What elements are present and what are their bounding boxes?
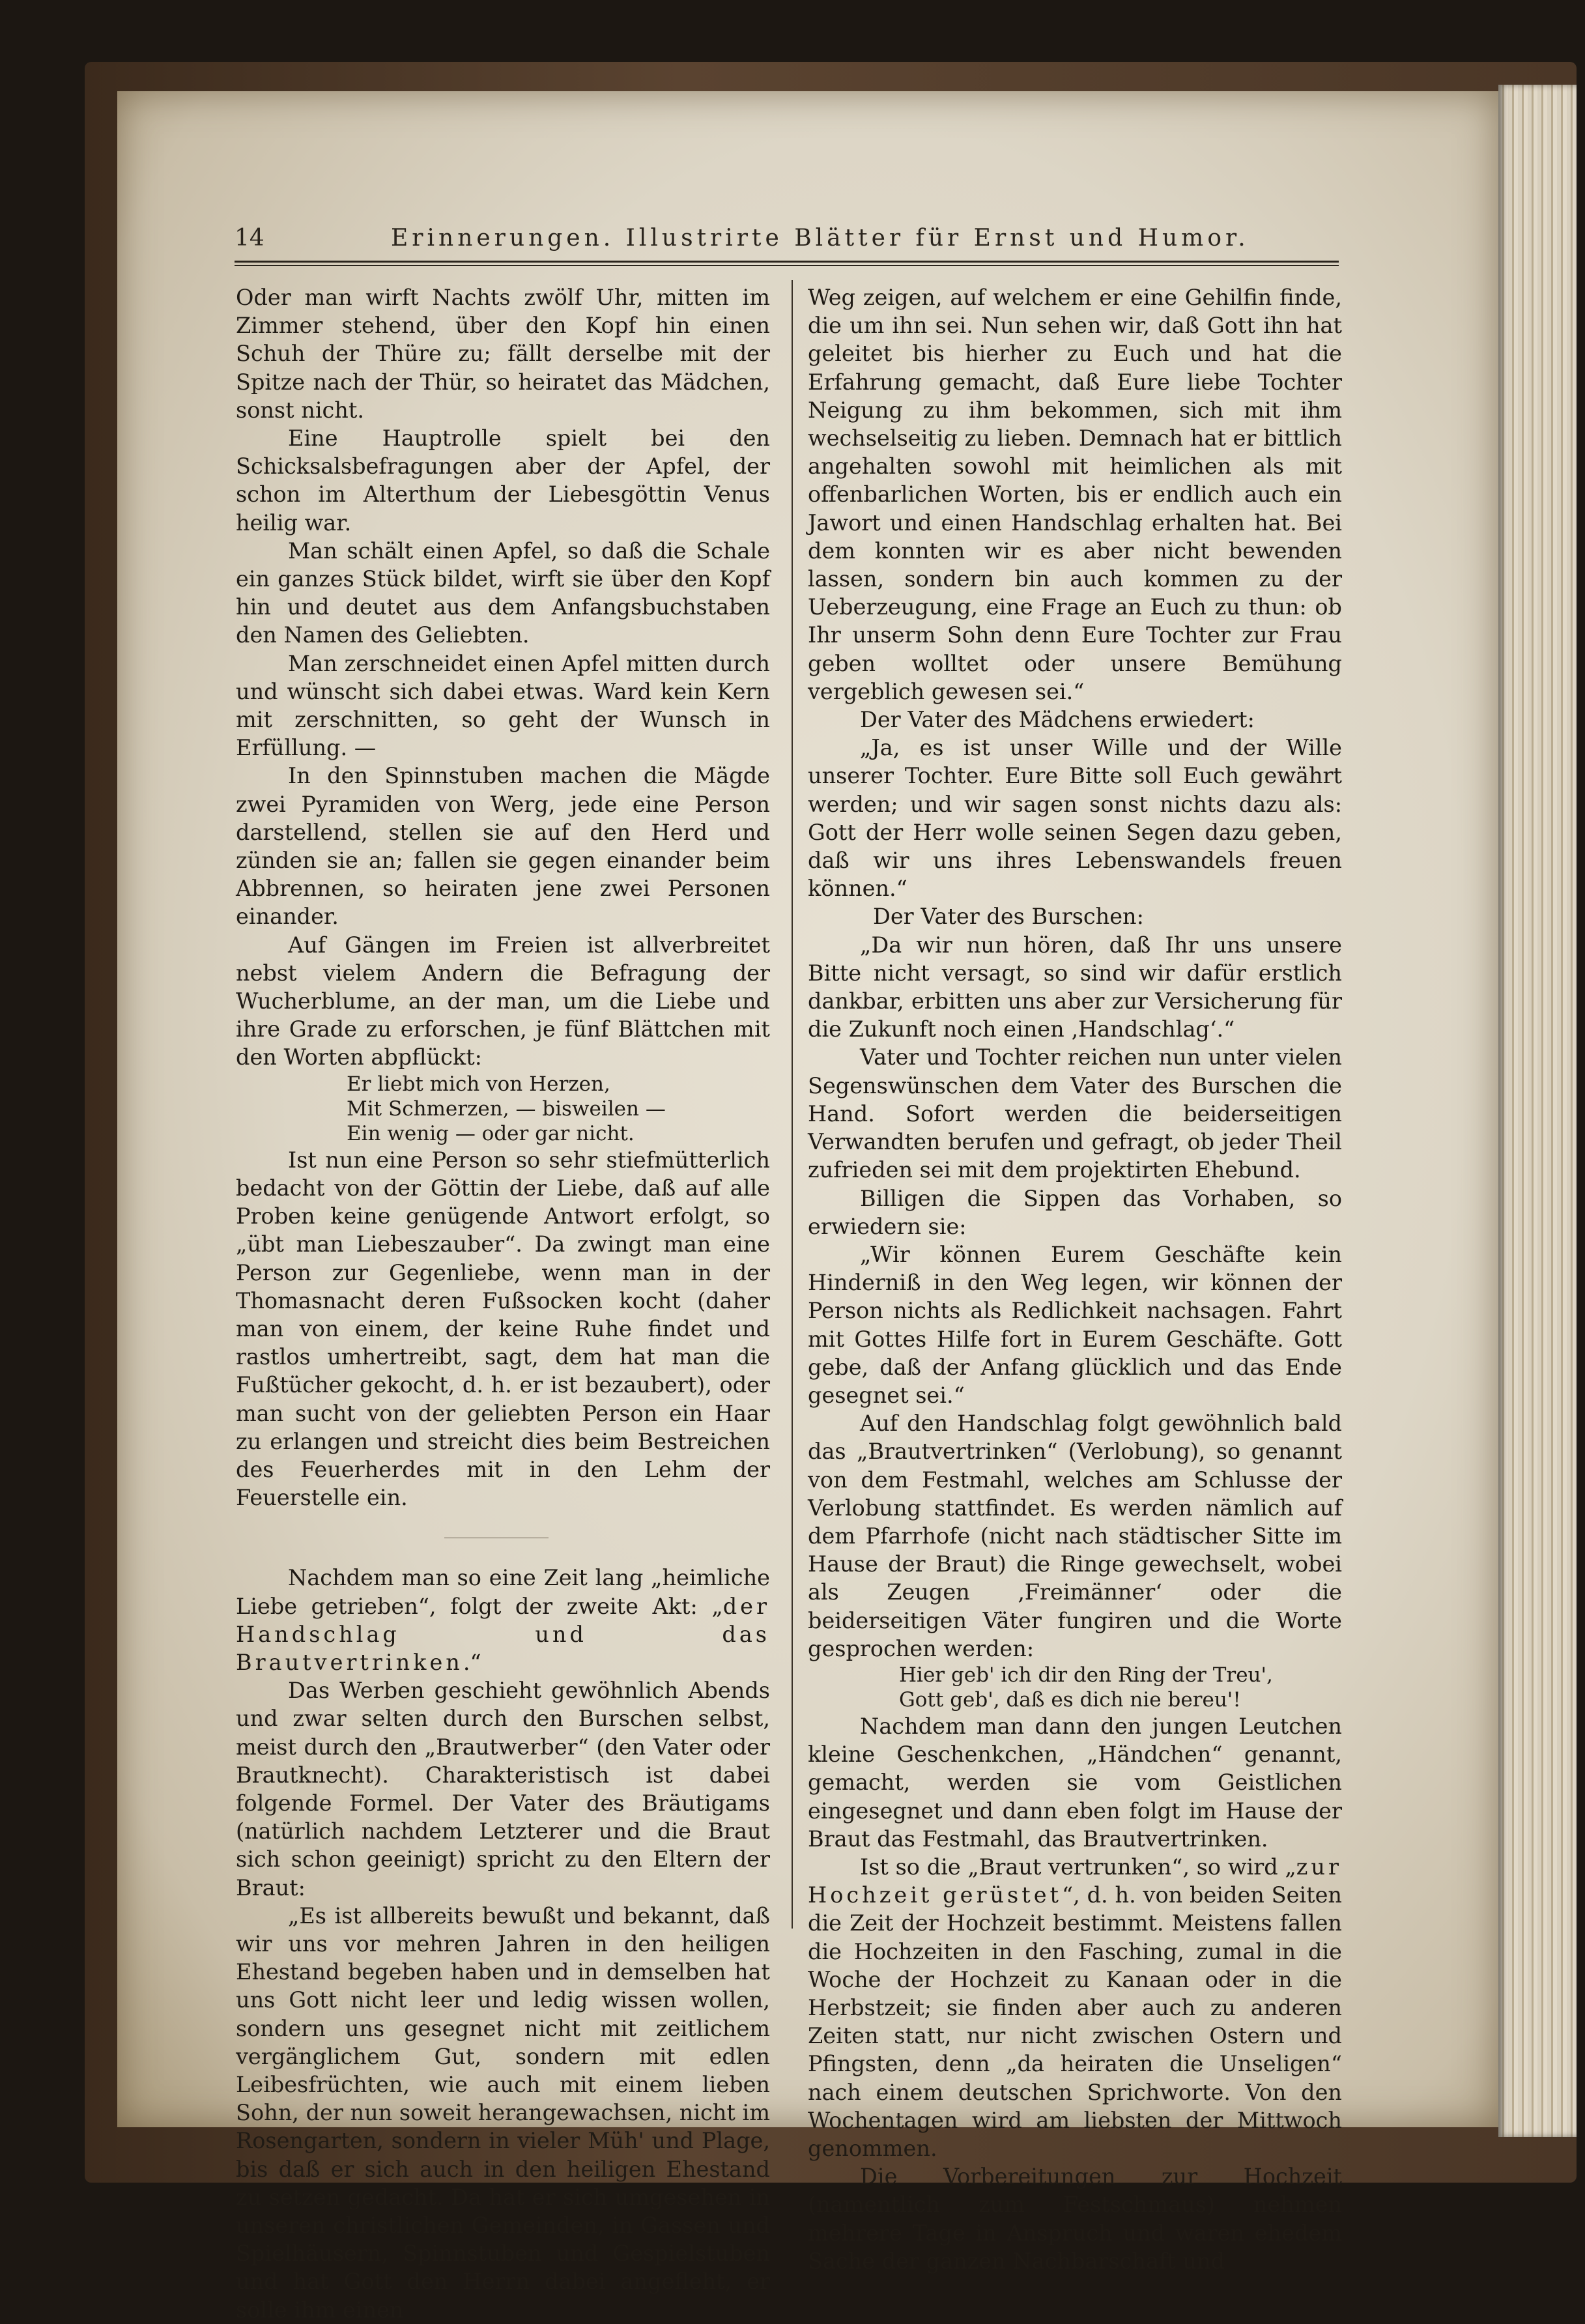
- running-title: Erinnerungen. Illustrirte Blätter für Ernst und Humor.: [391, 225, 1249, 251]
- page-number: 14: [235, 225, 264, 251]
- paragraph: Man zerschneidet einen Apfel mitten durch und wünscht sich dabei etwas. Ward kein Kern mit zerschnitten, so geht der Wunsch in Erfüllung. —: [236, 650, 770, 761]
- paragraph: In den Spinnstuben machen die Mägde zwei Pyramiden von Werg, jede eine Person darstellend, stellen sie auf den Herd und zünden sie an; fallen sie gegen einander beim Abbrennen, so heiraten jene zwei Personen einander.: [236, 763, 770, 930]
- page-edges: [1498, 85, 1577, 2137]
- header-rule: [235, 261, 1339, 263]
- verse-line: Er liebt mich von Herzen,: [347, 1072, 610, 1096]
- paragraph: Der Vater des Burschen:: [873, 904, 1144, 930]
- left-column: [236, 283, 770, 2324]
- paragraph: [808, 1853, 1342, 2162]
- right-column: [808, 283, 1342, 2275]
- page-header: [235, 225, 1342, 264]
- paragraph: „Ja, es ist unser Wille und der Wille unserer Tochter. Eure Bitte soll Euch gewährt werden; und wir sagen sonst nichts dazu als: Gott der Herr wolle seinen Segen dazu geben, daß wir uns ihres Lebenswandels freuen können.“: [808, 735, 1342, 902]
- paragraph: „Es ist allbereits bewußt und bekannt, daß wir uns vor mehren Jahren in den heiligen Ehestand begeben haben und in demselben hat uns Gott nicht leer und ledig wissen wollen, sondern uns gesegnet nicht mit zeitlichem vergänglichem Gut, sondern mit edlen Leibesfrüchten, wie auch mit einem lieben Sohn, der nun soweit herangewachsen, nicht im Rosengarten, sondern in vieler Müh' und Plage, bis daß er sich auch in den heiligen Ehestand zu setzen gedacht. Da hat er sich umgesehen in unseren christlichen Gemeinden, in Gassen und Spielhäusern, Spinnstuben und Gespielstuben und hat Gott den Herrn dabei angefleht, er solle ihm einen: [236, 1902, 770, 2323]
- paragraph: Man schält einen Apfel, so daß die Schale ein ganzes Stück bildet, wirft sie über den Kopf hin und deutet aus dem Anfangsbuchstaben den Namen des Geliebten.: [236, 538, 770, 648]
- verse-line: Gott geb', daß es dich nie bereu'!: [899, 1687, 1241, 1712]
- paragraph: „Wir können Eurem Geschäfte kein Hinderniß in den Weg legen, wir können der Person nichts als Redlichkeit nachsagen. Fahrt mit Gottes Hilfe fort in Eurem Geschäfte. Gott gebe, daß der Anfang glücklich und das Ende gesegnet sei.“: [808, 1241, 1342, 1408]
- paragraph: Oder man wirft Nachts zwölf Uhr, mitten im Zimmer stehend, über den Kopf hin einen Schuh der Thüre zu; fällt derselbe mit der Spitze nach der Thür, so heiratet das Mädchen, sonst nicht.: [236, 285, 770, 423]
- paragraph: Nachdem man dann den jungen Leutchen kleine Geschenkchen, „Händchen“ genannt, gemacht, werden sie vom Geistlichen eingesegnet und dann eben folgt im Hause der Braut das Festmahl, das Brautvertrinken.: [808, 1713, 1342, 1852]
- verse: [899, 1663, 1342, 1712]
- paragraph: [236, 1564, 770, 1676]
- paragraph: Auf den Handschlag folgt gewöhnlich bald das „Brautvertrinken“ (Verlobung), so genannt von dem Festmahl, welches am Schlusse der Verlobung stattfindet. Es werden nämlich auf dem Pfarrhofe (nicht nach städtischer Sitte im Hause der Braut) die Ringe gewechselt, wobei als Zeugen ‚Freimänner‘ oder die beiderseitigen Väter fungiren und die Worte gesprochen werden:: [808, 1411, 1342, 1661]
- paragraph: Vater und Tochter reichen nun unter vielen Segenswünschen dem Vater des Burschen die Hand. Sofort werden die beiderseitigen Verwandten berufen und gefragt, ob jeder Theil zufrieden sei mit dem projektirten Ehebund.: [808, 1044, 1342, 1183]
- paragraph: Eine Hauptrolle spielt bei den Schicksalsbefragungen aber der Apfel, der schon im Alterthum der Liebesgöttin Venus heilig war.: [236, 425, 770, 536]
- paragraph-text: Ist so die „Braut vertrunken“, so wird „: [860, 1854, 1296, 1880]
- paragraph-text: Nachdem man so eine Zeit lang „heimliche Liebe getrieben“, folgt der zweite Akt: „: [236, 1565, 770, 1619]
- verse: [347, 1072, 770, 1146]
- section-break: [236, 1512, 770, 1564]
- spaced-emphasis: zur Hochzeit gerüstet: [808, 1854, 1342, 1908]
- column-divider: [792, 280, 793, 1929]
- paragraph: Billigen die Sippen das Vorhaben, so erwiedern sie:: [808, 1185, 1342, 1239]
- paragraph: Das Werben geschieht gewöhnlich Abends und zwar selten durch den Burschen selbst, meist durch den „Brautwerber“ (den Vater oder Brautknecht). Charakteristisch ist dabei folgende Formel. Der Vater des Bräutigams (natürlich nachdem Letzterer und die Braut sich schon geeinigt) spricht zu den Eltern der Braut:: [236, 1678, 770, 1901]
- verse-line: Mit Schmerzen, — bisweilen —: [347, 1097, 666, 1121]
- verse-line: Ein wenig — oder gar nicht.: [347, 1121, 635, 1145]
- paragraph: Ist nun eine Person so sehr stiefmütterlich bedacht von der Göttin der Liebe, daß auf alle Proben keine genügende Antwort erfolgt, so „übt man Liebeszauber“. Da zwingt man eine Person zur Gegenliebe, wenn man in der Thomasnacht deren Fußsocken kocht (daher man von einem, der keine Ruhe findet und rastlos umhertreibt, sagt, dem hat man die Fußtücher gekocht, d. h. er ist bezaubert), oder man sucht von der geliebten Person ein Haar zu erlangen und streicht dies beim Bestreichen des Feuerherdes mit in den Lehm der Feuerstelle ein.: [236, 1147, 770, 1511]
- paragraph: „Da wir nun hören, daß Ihr uns unsere Bitte nicht versagt, so sind wir dafür erstlich dankbar, erbitten uns aber zur Versicherung für die Zukunft noch einen ‚Handschlag‘.“: [808, 932, 1342, 1042]
- paragraph: Die Vorbereitungen zur Hochzeit (namentlich zum Festschmaus) nehmen mehrere Tage in Anspruch und waren ehedem Sache der ganzen Nachbarschaft und: [808, 2164, 1342, 2274]
- paragraph: Der Vater des Mädchens erwiedert:: [860, 707, 1255, 733]
- header-rule-thin: [235, 265, 1339, 266]
- paragraph: Weg zeigen, auf welchem er eine Gehilfin finde, die um ihn sei. Nun sehen wir, daß Gott ihn hat geleitet bis hierher zu Euch und hat die Erfahrung gemacht, daß Eure liebe Tochter Neigung zu ihm bekommen, sich mit ihm wechselseitig zu lieben. Demnach hat er bittlich angehalten sowohl mit heimlichen als mit offenbarlichen Worten, bis er endlich auch ein Jawort und einen Handschlag erhalten hat. Bei dem konnten wir es aber nicht bewenden lassen, sondern bin auch kommen zu der Ueberzeugung, eine Frage an Euch zu thun: ob Ihr unserm Sohn denn Eure Tochter zur Frau geben wolltet oder unsere Bemühung vergeblich gewesen sei.“: [808, 285, 1342, 704]
- paragraph-text: .“: [463, 1649, 481, 1675]
- paragraph-text: “, d. h. von beiden Seiten die Zeit der Hochzeit bestimmt. Meistens fallen die Hochzeiten in den Fasching, zumal in die Woche der Hochzeit zu Kanaan oder in die Herbstzeit; sie finden aber auch zu anderen Zeiten statt, nur nicht zwischen Ostern und Pfingsten, denn „da heiraten die Unseligen“ nach einem deutschen Sprichworte. Von den Wochentagen wird am liebsten der Mittwoch genommen.: [808, 1882, 1343, 2161]
- paragraph: Auf Gängen im Freien ist allverbreitet nebst vielem Andern die Befragung der Wucherblume, an der man, um die Liebe und ihre Grade zu erforschen, je fünf Blättchen mit den Worten abpflückt:: [236, 932, 770, 1070]
- spaced-emphasis: der Handschlag und das Brautvertrinken: [236, 1593, 770, 1675]
- verse-line: Hier geb' ich dir den Ring der Treu',: [899, 1663, 1273, 1687]
